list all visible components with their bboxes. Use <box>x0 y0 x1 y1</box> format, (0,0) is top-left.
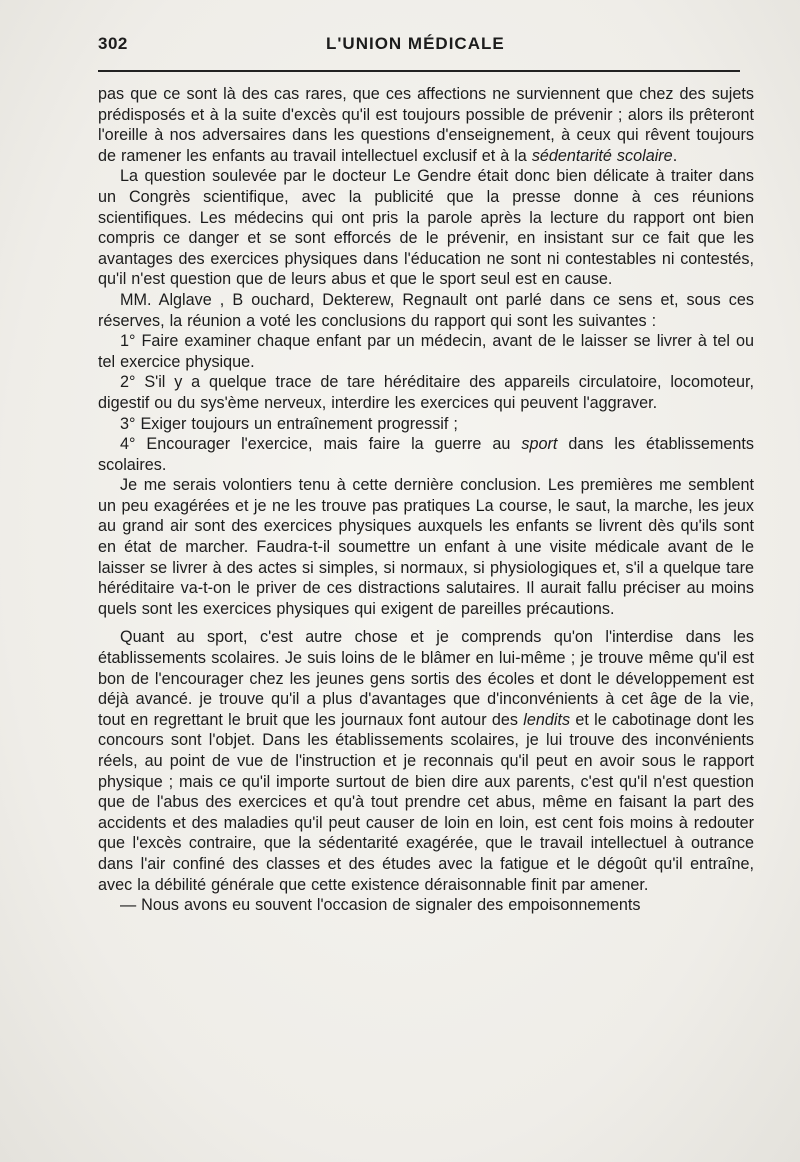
paragraph: Quant au sport, c'est autre chose et je comprends qu'on l'interdise dans les établissements scolaires. Je suis loins de le blâmer en lui-même ; je trouve même qu'il est bon de l'encourager chez les jeunes gens sortis des écoles et dont le développement est déjà avancé. je trouve qu'il a plus d'avantages que d'inconvénients à cet âge de la vie, tout en regrettant le bruit que les journaux font autour des lendits et le cabotinage dont les concours sont l'objet. Dans les établissements scolaires, je lui trouve des inconvénients réels, au point de vue de l'instruction et je reconnais qu'il peut en avoir sous le rapport physique ; mais ce qu'il importe surtout de bien dire aux parents, c'est qu'il n'est question que de l'abus des exercices et qu'à tout prendre cet abus, même en faisant la part des accidents et des maladies qu'il peut causer de loin en loin, est cent fois moins à redouter que l'excès contraire, que la sédentarité exagérée, que le travail intellectuel à outrance dans l'air confiné des classes et des études avec la fatigue et le dégoût qu'il entraîne, avec la débilité générale que cette existence déraisonnable finit par amener. <box>98 628 754 894</box>
conclusion-item: 1° Faire examiner chaque enfant par un médecin, avant de le laisser se livrer à tel ou tel exercice physique. <box>98 332 754 371</box>
article-body <box>98 84 754 916</box>
paragraph: pas que ce sont là des cas rares, que ces affections ne surviennent que chez des sujets prédisposés et à la suite d'excès qu'il est toujours possible de prévenir ; alors ils prêteront l'oreille à nos adversaires dans les questions d'enseignement, à ceux qui rêvent toujours de ramener les enfants au travail intellectuel exclusif et à la sédentarité scolaire. <box>98 85 754 165</box>
paragraph: La question soulevée par le docteur Le Gendre était donc bien délicate à traiter dans un Congrès scientifique, avec la publicité que la presse donne à ces réunions scientifiques. Les médecins qui ont pris la parole après la lecture du rapport ont bien compris ce danger et se sont efforcés de le prévenir, en insistant sur ce fait que les avantages des exercices physiques dans l'éducation ne sont ni contestables ni contestés, qu'il n'est question que de leurs abus et que le sport seul est en cause. <box>98 167 754 289</box>
conclusion-item: 4° Encourager l'exercice, mais faire la guerre au sport dans les établissements scolaires. <box>98 435 754 474</box>
header-rule <box>98 70 740 72</box>
paragraph: MM. Alglave , B ouchard, Dekterew, Regnault ont parlé dans ce sens et, sous ces réserves, la réunion a voté les conclusions du rapport qui sont les suivantes : <box>98 290 754 330</box>
paragraph: Je me serais volontiers tenu à cette dernière conclusion. Les premières me semblent un peu exagérées et je ne les trouve pas pratiques La course, le saut, la marche, les jeux au grand air sont des exercices physiques auxquels les enfants se livrent dès qu'ils sont en état de marcher. Faudra-t-il soumettre un enfant à une visite médicale avant de le laisser se livrer à des actes si simples, si normaux, si physiologiques et, s'il a quelque tare héréditaire va-t-on le priver de ces distractions salutaires. Il aurait fallu préciser au moins quels sont les exercices physiques qui exigent de pareilles précautions. <box>98 476 754 618</box>
journal-title: L'UNION MÉDICALE <box>326 34 505 53</box>
page-header <box>98 30 738 64</box>
page-number: 302 <box>98 34 128 53</box>
conclusion-item: 2° S'il y a quelque trace de tare héréditaire des appareils circulatoire, locomoteur, digestif ou du sys'ème nerveux, interdire les exercices qui peuvent l'aggraver. <box>98 373 754 412</box>
conclusion-item: 3° Exiger toujours un entraînement progressif ; <box>120 414 458 433</box>
paragraph: — Nous avons eu souvent l'occasion de signaler des empoisonnements <box>120 896 641 915</box>
